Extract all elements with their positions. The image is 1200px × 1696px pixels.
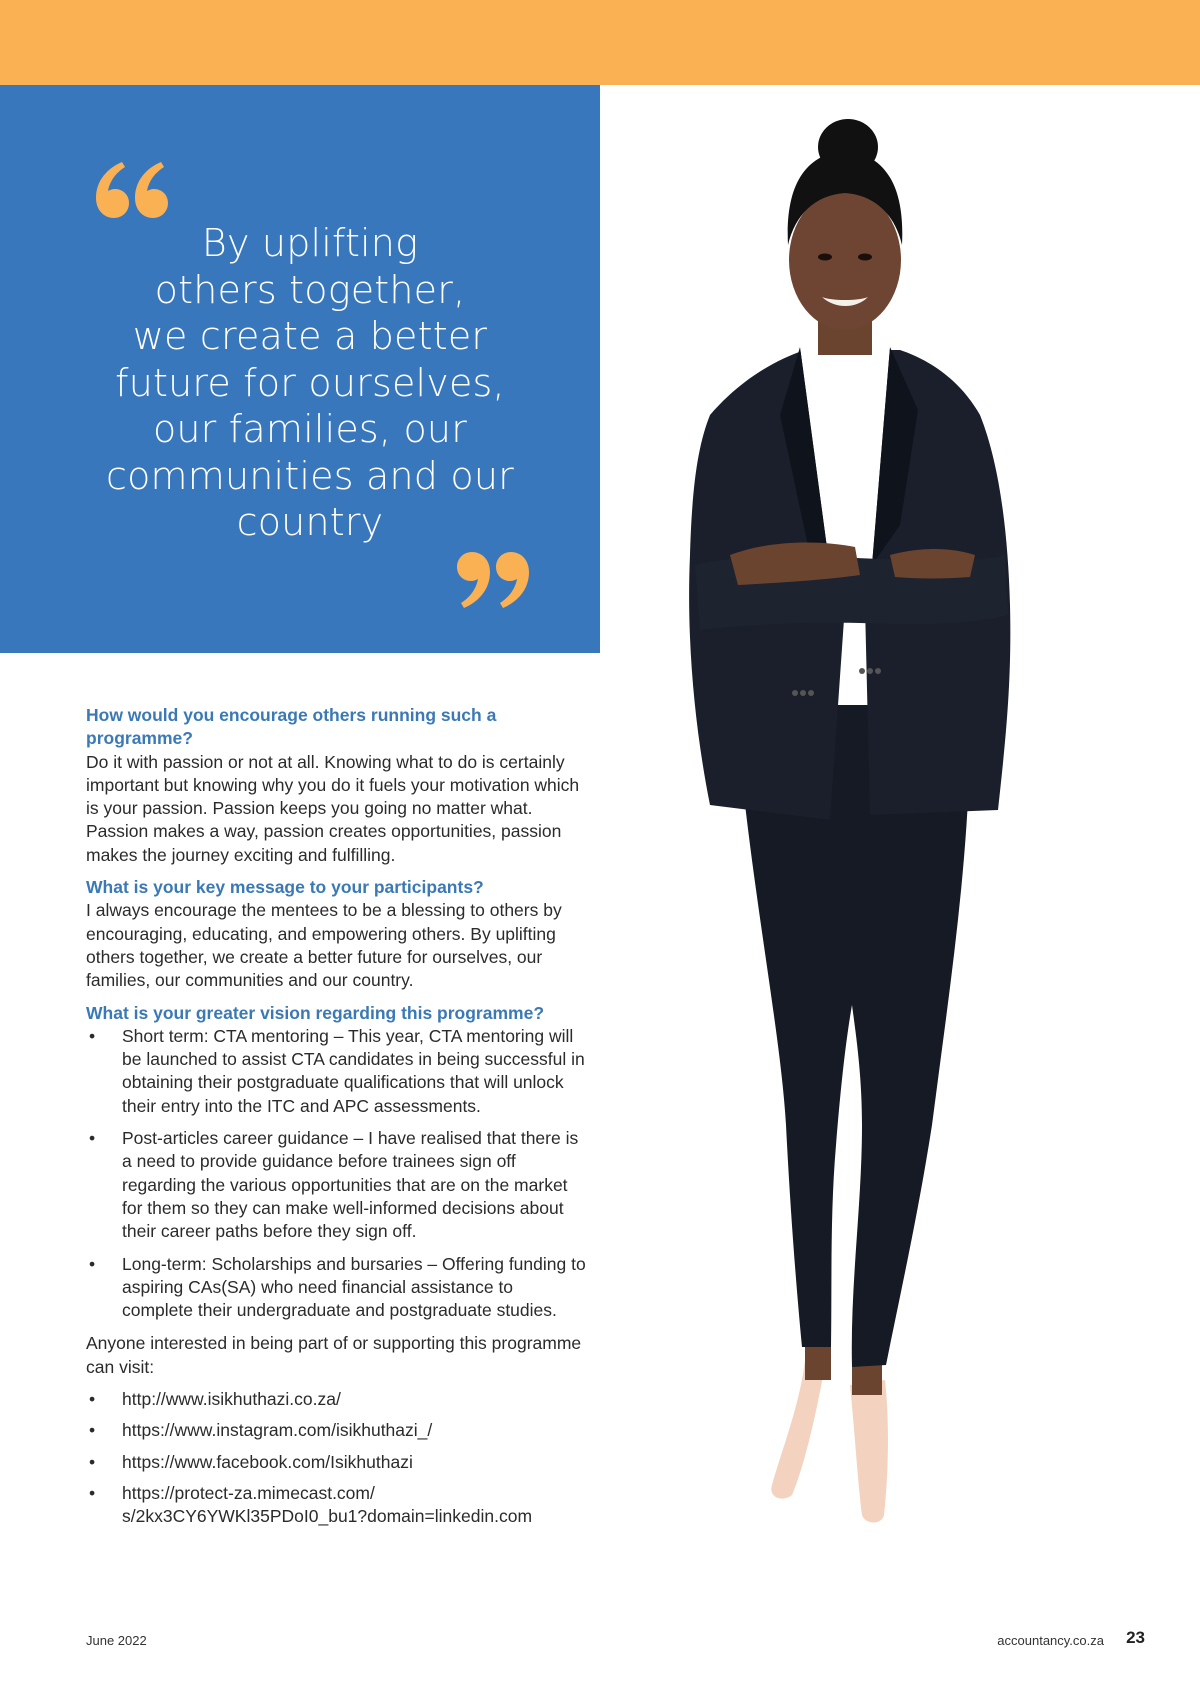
close-quote-icon (457, 550, 533, 610)
portrait-photo (600, 85, 1200, 1630)
bullet-icon: • (89, 1482, 96, 1503)
quote-line: By uplifting (201, 221, 419, 265)
vision-list (86, 1025, 586, 1323)
list-item (86, 1253, 586, 1323)
quote-line: communities and our (106, 453, 514, 498)
bullet-icon: • (89, 1128, 96, 1149)
footer-date: June 2022 (86, 1633, 147, 1648)
footer-site[interactable]: accountancy.co.za (997, 1633, 1104, 1648)
qa-section (86, 876, 586, 992)
link-item[interactable] (86, 1482, 586, 1529)
page-number: 23 (1126, 1628, 1145, 1647)
facebook-link[interactable]: https://www.facebook.com/Isikhuthazi (122, 1451, 413, 1472)
bullet-icon: • (89, 1389, 96, 1410)
question-heading: What is your key message to your participants? (86, 877, 484, 898)
quote-line: country (236, 500, 384, 544)
list-item (86, 1025, 586, 1118)
quote-line: others together, (154, 267, 466, 312)
closing-text: Anyone interested in being part of or supporting this programme can visit: (86, 1333, 582, 1377)
top-color-band (0, 0, 1200, 85)
quote-line: we create a better (132, 314, 488, 358)
pull-quote-box (0, 85, 600, 653)
link-item[interactable] (86, 1419, 586, 1442)
answer-text: I always encourage the mentees to be a blessing to others by encouraging, educating, and empowering others. By uplifting others together, we create a better future for ourselves, our families, our communities and our country. (86, 900, 562, 991)
qa-section (86, 1002, 586, 1323)
open-quote-icon (92, 160, 168, 220)
question-heading: How would you encourage others running such a programme? (86, 705, 497, 749)
list-item-text: Post-articles career guidance – I have realised that there is a need to provide guidance before trainees sign off regarding the various opportunities that are on the market for them so they can make well-informed decisions about their career paths before they sign off. (122, 1128, 579, 1242)
link-item[interactable] (86, 1451, 586, 1474)
instagram-link[interactable]: https://www.instagram.com/isikhuthazi_/ (122, 1420, 433, 1441)
link-item[interactable] (86, 1388, 586, 1411)
list-item (86, 1127, 586, 1243)
website-link[interactable]: http://www.isikhuthazi.co.za/ (122, 1389, 341, 1410)
bullet-icon: • (89, 1451, 96, 1472)
article-body (86, 704, 586, 1539)
question-heading: What is your greater vision regarding this programme? (86, 1002, 545, 1023)
quote-line: future for ourselves, (115, 360, 505, 405)
list-item-text: Short term: CTA mentoring – This year, CTA mentoring will be launched to assist CTA candidates in being successful in obtaining their postgraduate qualifications that will unlock their entry into the ITC and APC assessments. (122, 1025, 585, 1116)
bullet-icon: • (89, 1420, 96, 1441)
links-list (86, 1388, 586, 1528)
linkedin-link[interactable]: https://protect-za.mimecast.com/ s/2kx3CY6YWKl35PDoI0_bu1?domain=linkedin.com (122, 1482, 533, 1527)
answer-text: Do it with passion or not at all. Knowing what to do is certainly important but knowing why you do it fuels your motivation which is your passion. Passion keeps you going no matter what. Passion makes a way, passion creates opportunities, passion makes the journey exciting and fulfilling. (86, 751, 580, 865)
bullet-icon: • (89, 1253, 96, 1274)
bullet-icon: • (89, 1025, 96, 1046)
list-item-text: Long-term: Scholarships and bursaries – Offering funding to aspiring CAs(SA) who need financial assistance to complete their undergraduate and postgraduate studies. (122, 1253, 586, 1321)
qa-section (86, 704, 586, 867)
pull-quote-text (60, 220, 560, 546)
quote-line: our families, our (152, 407, 468, 451)
